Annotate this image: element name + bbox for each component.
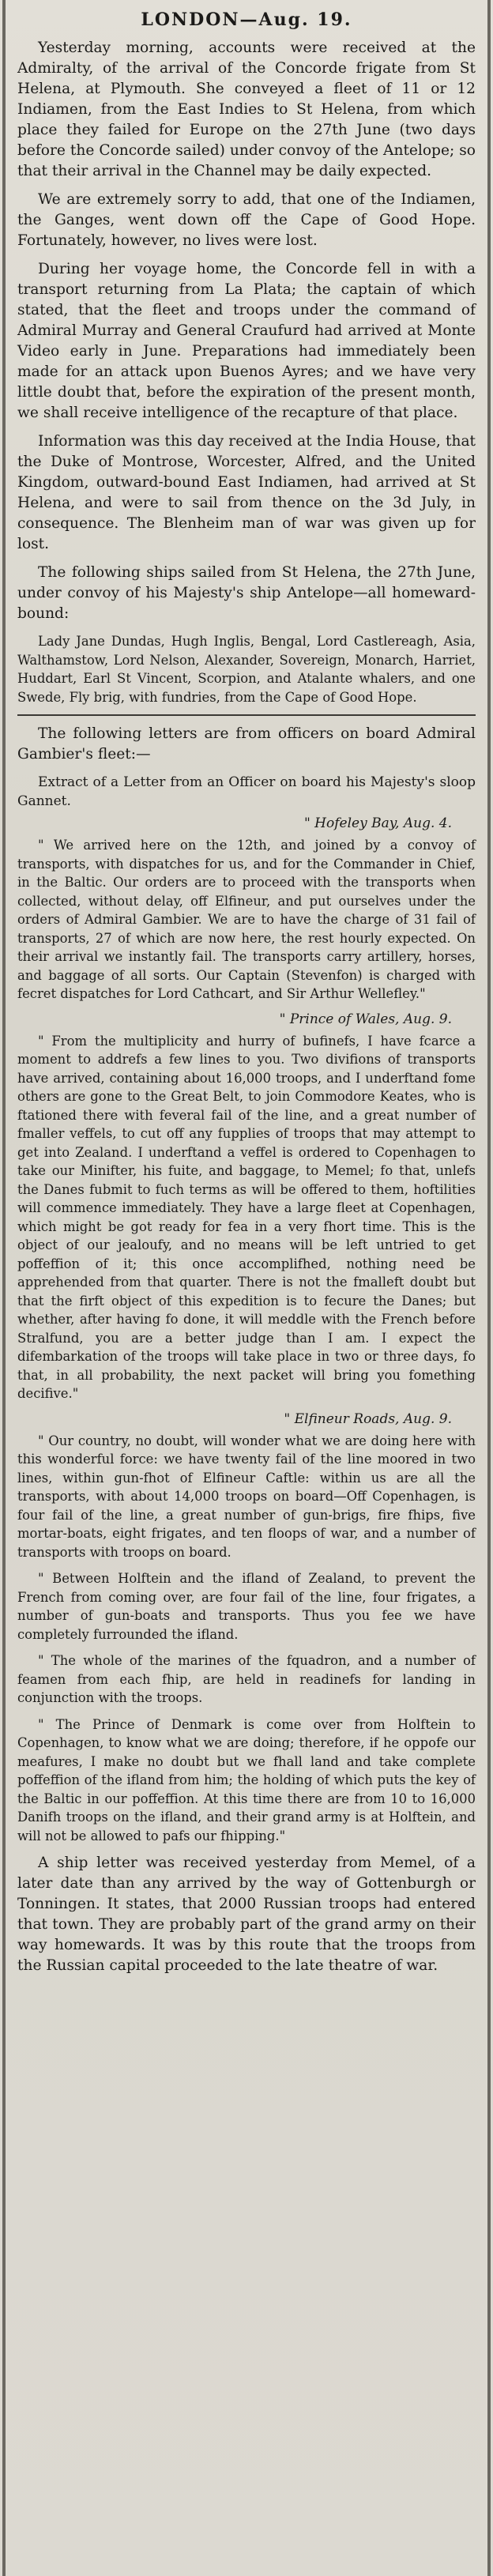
right-border [487,0,491,2576]
letter3-dateline: " Elfineur Roads, Aug. 9. [284,1410,452,1427]
extract-heading: Extract of a Letter from an Officer on board his Majesty's sloop Gannet. [17,774,476,809]
letter3-body2: " Between Holftein and the ifland of Zealand, to prevent the French from coming over, are four fail of the line, four frigates, a number of gun-boats and transports. Thus you fee we have completely furrounded the ifland. [17,1571,476,1642]
letter2-dateline: " Prince of Wales, Aug. 9. [279,1011,452,1027]
letter3-body3: " The whole of the marines of the fquadron, and a number of feamen from each fhip, are held in readinefs for landing in conjunction with the troops. [17,1653,476,1705]
paragraph-ship-letter: A ship letter was received yesterday from Memel, of a later date than any arrived by the way of Gottenburgh or Tonningen. It states, that 2000 Russian troops had entered that town. They are probably part of the grand army on their way homewards. It was by this route that the troops from the Russian capital proceeded to the late theatre of war. [17,1855,476,1974]
letters-intro: The following letters are from officers on board Admiral Gambier's fleet:— [17,725,476,763]
paragraph-ganges: We are extremely sorry to add, that one of the Indiamen, the Ganges, went down off the Cape of Good Hope. Fortunately, however, no lives were lost. [17,191,476,249]
letter3-body1: " Our country, no doubt, will wonder what we are doing here with this wonderful force: we have twenty fail of the line moored in two lines, within gun-fhot of Elfineur Caftle: within us are all the transports, with about 14,000 troops on board—Off Copenhagen, is four fail of the line, a great number of gun-brigs, fire fhips, five mortar-boats, eight frigates, and ten floops of war, and a number of transports with troops on board. [17,1433,476,1560]
paragraph-india-house: Information was this day received at the India House, that the Duke of Montrose, Worcester, Alfred, and the United Kingdom, outward-bound East Indiamen, had arrived at St Helena, and were to sail from thence on the 3d July, in consequence. The Blenheim man of war was given up for lost. [17,433,476,552]
paragraph-concorde: Yesterday morning, accounts were received at the Admiralty, of the arrival of the Concorde frigate from St Helena, at Plymouth. She conveyed a fleet of 11 or 12 Indiamen, from the East Indies to St Helena, from which place they failed for Europe on the 27th June (two days before the Concorde sailed) under convoy of the Antelope; so that their arrival in the Channel may be daily expected. [17,40,476,179]
letter1-body: " We arrived here on the 12th, and joined by a convoy of transports, with dispatches for us, and for the Commander in Chief, in the Baltic. Our orders are to proceed with the transports when collected, without delay, off Elfineur, and put ourselves under the orders of Admiral Gambier. We are to have the charge of 31 fail of transports, 27 of which are now here, the rest hourly expected. On their arrival we instantly fail. The transports carry artillery, horses, and baggage of all sorts. Our Captain (Stevenfon) is charged with fecret dispatches for Lord Cathcart, and Sir Arthur Wellefley." [17,838,476,1001]
paragraph-ships-sailed: The following ships sailed from St Helena, the 27th June, under convoy of his Majesty's ship Antelope—all homeward-bound: [17,564,476,622]
ship-list: Lady Jane Dundas, Hugh Inglis, Bengal, Lord Castlereagh, Asia, Walthamstow, Lord Nelson, Alexander, Sovereign, Monarch, Harriet, Huddart, Earl St Vincent, Scorpion, and Atalante whalers, and one Swede, Fly brig, with fundries, from the Cape of Good Hope. [17,634,476,705]
letter1-dateline: " Hofeley Bay, Aug. 4. [303,815,452,831]
letter3-body4: " The Prince of Denmark is come over from Holftein to Copenhagen, to know what we are doing; therefore, if he oppofe our meafures, I make no doubt but we fhall land and take complete poffeffion of the ifland from him; the holding of which puts the key of the Baltic in our poffeffion. At this time there are from 10 to 16,000 Danifh troops on the ifland, and their grand army is at Holftein, and will not be allowed to pafs our fhipping." [17,1716,476,1843]
headline: LONDON—Aug. 19. [141,9,352,30]
paragraph-voyage: During her voyage home, the Concorde fell in with a transport returning from La Plata; the captain of which stated, that the fleet and troops under the command of Admiral Murray and General Craufurd had arrived at Monte Video early in June. Preparations had immediately been made for an attack upon Buenos Ayres; and we have very little doubt that, before the expiration of the present month, we shall receive intelligence of the recapture of that place. [17,261,476,421]
section-rule [17,714,476,716]
letter2-body: " From the multiplicity and hurry of bufinefs, I have fcarce a moment to addrefs a few lines to you. Two divifions of transports have arrived, containing about 16,000 troops, and I underftand fome others are gone to the Great Belt, to join Commodore Keates, who is ftationed there with feveral fail of the line, and a great number of fmaller veffels, to cut off any fupplies of troops that may attempt to get into Zealand. I underftand a veffel is ordered to Copenhagen to take our Minifter, his fuite, and baggage, to Memel; fo that, unlefs the Danes fubmit to fuch terms as will be offered to them, hoftilities will commence immediately. They have a large fleet at Copenhagen, which might be got ready for fea in a very fhort time. This is the object of our jealoufy, and no means will be left untried to get poffeffion of it; this once accomplifhed, nothing need be apprehended from that quarter. There is not the fmalleft doubt but that the firft object of this expedition is to fecure the Danes; but whether, after having fo done, it will meddle with the French before Stralfund, you are a better judge than I am. I expect the difembarkation of the troops will take place in two or three days, fo that, in all probability, the next packet will bring you fomething decifive." [17,1033,476,1401]
left-border [2,0,6,2576]
